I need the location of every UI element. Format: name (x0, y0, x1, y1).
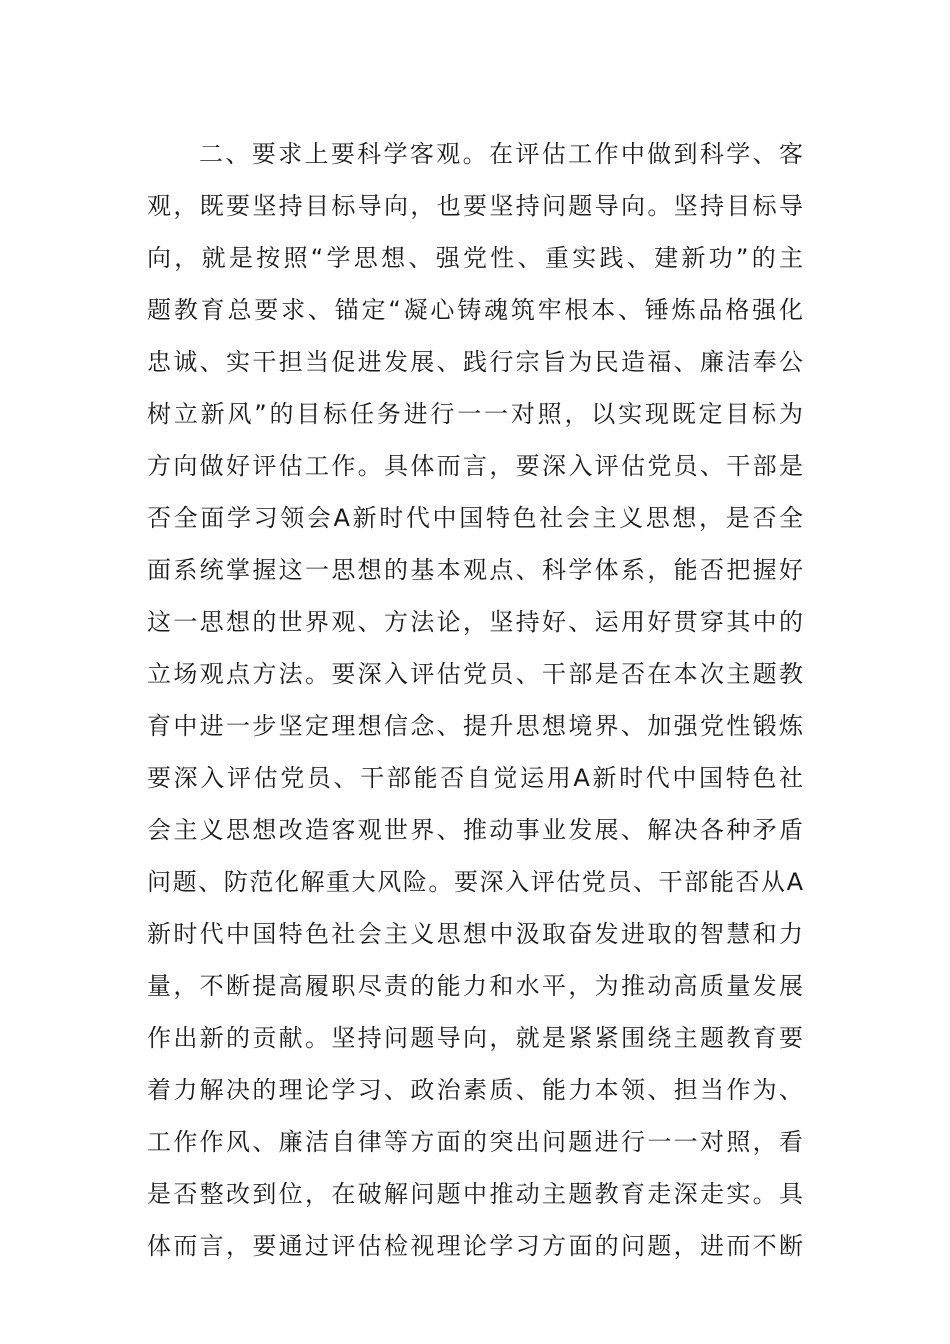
paragraph-line: 作出新的贡献。坚持问题导向，就是紧紧围绕主题教育要 (147, 1024, 803, 1052)
paragraph-line: 忠诚、实干担当促进发展、践行宗旨为民造福、廉洁奉公 (147, 348, 803, 376)
paragraph-line: 量，不断提高履职尽责的能力和水平，为推动高质量发展 (147, 972, 803, 1000)
paragraph-line: 否全面学习领会A新时代中国特色社会主义思想，是否全 (147, 504, 803, 532)
paragraph-line: 会主义思想改造客观世界、推动事业发展、解决各种矛盾 (147, 816, 803, 844)
paragraph-line: 面系统掌握这一思想的基本观点、科学体系，能否把握好 (147, 556, 803, 584)
paragraph-line: 新时代中国特色社会主义思想中汲取奋发进取的智慧和力 (147, 920, 803, 948)
paragraph-line: 着力解决的理论学习、政治素质、能力本领、担当作为、 (147, 1076, 803, 1104)
paragraph-line: 问题、防范化解重大风险。要深入评估党员、干部能否从A (147, 868, 803, 896)
paragraph-line: 育中进一步坚定理想信念、提升思想境界、加强党性锻炼 (147, 712, 803, 740)
body-paragraph (147, 128, 803, 1272)
paragraph-line: 方向做好评估工作。具体而言，要深入评估党员、干部是 (147, 452, 803, 480)
paragraph-line: 工作作风、廉洁自律等方面的突出问题进行一一对照，看 (147, 1128, 803, 1156)
paragraph-line: 这一思想的世界观、方法论，坚持好、运用好贯穿其中的 (147, 608, 803, 636)
paragraph-line: 题教育总要求、锚定“凝心铸魂筑牢根本、锤炼品格强化 (147, 296, 803, 324)
paragraph-line: 体而言，要通过评估检视理论学习方面的问题，进而不断 (147, 1232, 803, 1260)
paragraph-line: 要深入评估党员、干部能否自觉运用A新时代中国特色社 (147, 764, 803, 792)
paragraph-line: 二、要求上要科学客观。在评估工作中做到科学、客 (199, 140, 803, 168)
paragraph-line: 是否整改到位，在破解问题中推动主题教育走深走实。具 (147, 1180, 803, 1208)
paragraph-line: 向，就是按照“学思想、强党性、重实践、建新功”的主 (147, 244, 803, 272)
paragraph-line: 立场观点方法。要深入评估党员、干部是否在本次主题教 (147, 660, 803, 688)
paragraph-line: 观，既要坚持目标导向，也要坚持问题导向。坚持目标导 (147, 192, 803, 220)
paragraph-line: 树立新风”的目标任务进行一一对照，以实现既定目标为 (147, 400, 803, 428)
